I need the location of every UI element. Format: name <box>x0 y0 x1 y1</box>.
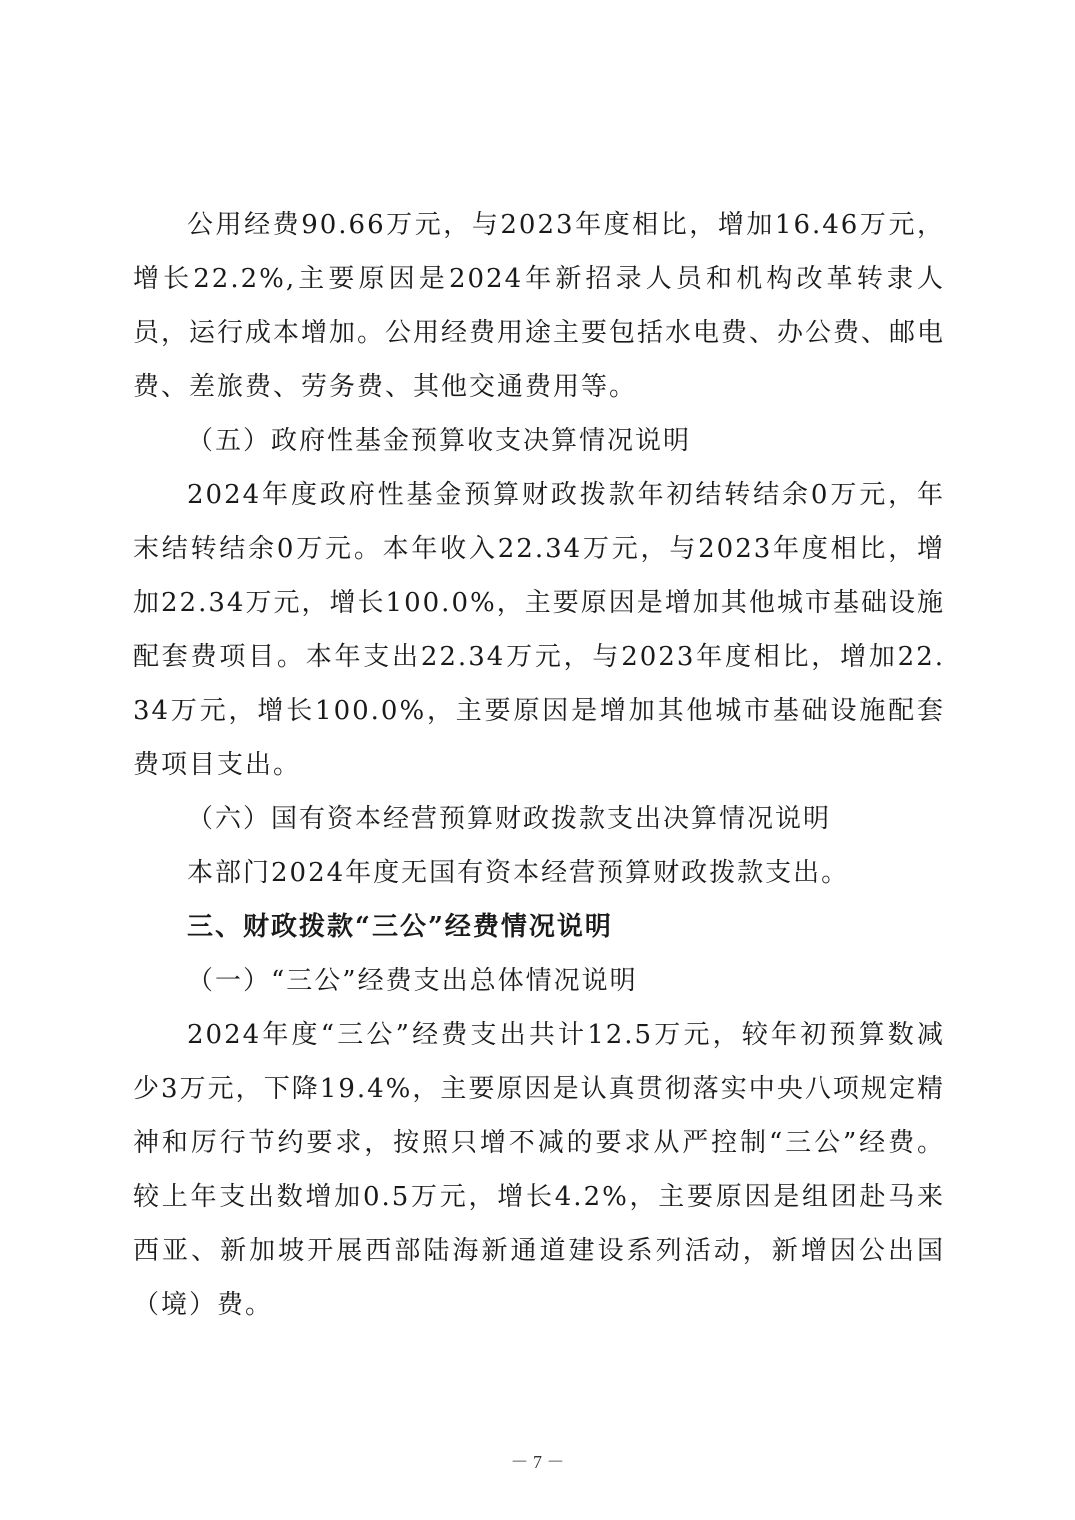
heading-government-fund: （五）政府性基金预算收支决算情况说明 <box>187 426 692 456</box>
document-body <box>133 198 945 1332</box>
paragraph-state-capital: 本部门2024年度无国有资本经营预算财政拨款支出。 <box>187 858 850 888</box>
heading-state-capital: （六）国有资本经营预算财政拨款支出决算情况说明 <box>187 804 832 834</box>
paragraph-three-public-overall: 2024年度“三公”经费支出共计12.5万元，较年初预算数减少3万元，下降19.4%，主要原因是认真贯彻落实中央八项规定精神和厉行节约要求，按照只增不减的要求从严控制“三公”经费。较上年支出数增加0.5万元，增长4.2%，主要原因是组团赴马来西亚、新加坡开展西部陆海新通道建设系列活动，新增因公出国（境）费。 <box>133 1020 945 1320</box>
paragraph-public-expenses: 公用经费90.66万元，与2023年度相比，增加16.46万元，增长22.2%,主要原因是2024年新招录人员和机构改革转隶人员，运行成本增加。公用经费用途主要包括水电费、办公费、邮电费、差旅费、劳务费、其他交通费用等。 <box>133 210 946 402</box>
section-heading-three-public: 三、财政拨款“三公”经费情况说明 <box>187 912 613 942</box>
paragraph-government-fund: 2024年度政府性基金预算财政拨款年初结转结余0万元，年末结转结余0万元。本年收入22.34万元，与2023年度相比，增加22.34万元，增长100.0%，主要原因是增加其他城市基础设施配套费项目。本年支出22.34万元，与2023年度相比，增加22.34万元，增长100.0%，主要原因是增加其他城市基础设施配套费项目支出。 <box>133 480 945 780</box>
page-number: － 7 － <box>510 1452 565 1472</box>
heading-three-public-overall: （一）“三公”经费支出总体情况说明 <box>187 966 638 996</box>
